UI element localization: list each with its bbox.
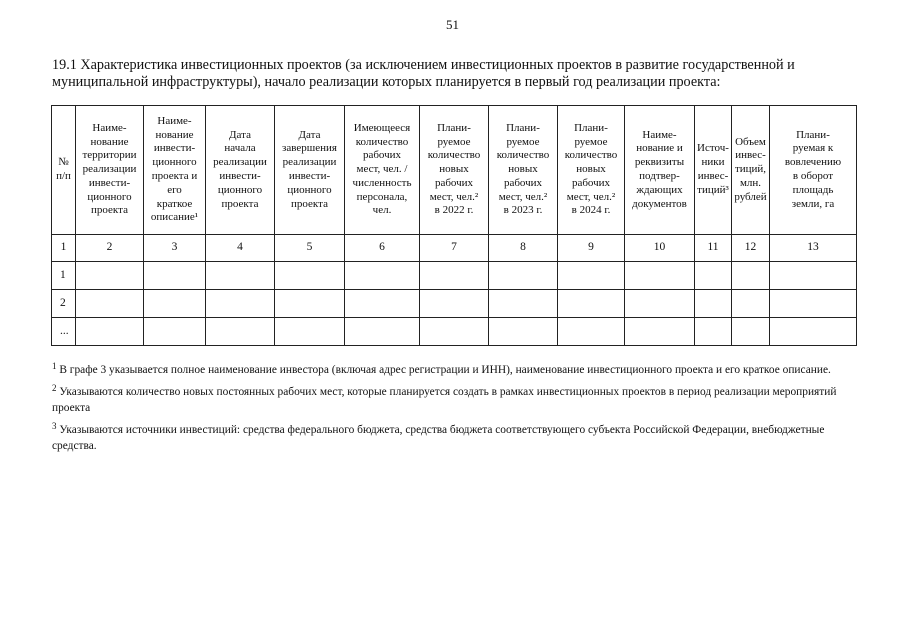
table-cell [275, 262, 345, 290]
table-cell [144, 318, 206, 346]
column-header [52, 106, 76, 235]
column-number: 1 [52, 235, 76, 262]
column-header [275, 106, 345, 235]
footnote-text: Указываются источники инвестиций: средства федерального бюджета, средства бюджета соответствующего субъекта Российской Федерации, внебюджетные средства. [52, 424, 825, 452]
column-header [144, 106, 206, 235]
page-number: 51 [446, 17, 459, 32]
section-title: 19.1 Характеристика инвестиционных проектов (за исключением инвестиционных проектов в развитие государственной и муниципальной инфраструктуры), начало реализации которых планируется в первый год реализации проекта: [52, 57, 795, 90]
footnote-text: Указываются количество новых постоянных рабочих мест, которые планируется создать в рамках инвестиционных проектов в период реализации мероприятий проекта [52, 386, 837, 414]
table-cell [420, 290, 489, 318]
column-number: 11 [695, 235, 732, 262]
column-header-label: Объем инвес- тиций, млн. рублей [734, 135, 767, 203]
table-cell [420, 318, 489, 346]
table-cell [732, 262, 770, 290]
table-cell [695, 290, 732, 318]
column-header [732, 106, 770, 235]
table-cell [420, 262, 489, 290]
table-header-row [52, 106, 857, 235]
column-number: 9 [558, 235, 625, 262]
table-cell [558, 318, 625, 346]
table-cell [76, 318, 144, 346]
table-cell [345, 290, 420, 318]
column-header [489, 106, 558, 235]
column-header [558, 106, 625, 235]
column-header [770, 106, 857, 235]
table-cell [770, 318, 857, 346]
footnote [52, 418, 852, 454]
table-cell [206, 262, 275, 290]
table-cell [625, 318, 695, 346]
column-header [695, 106, 732, 235]
column-number: 7 [420, 235, 489, 262]
column-number-row [52, 235, 857, 262]
table-cell [489, 290, 558, 318]
table-cell [625, 290, 695, 318]
table-cell [275, 290, 345, 318]
table-cell [489, 262, 558, 290]
footnote-text: В графе 3 указывается полное наименование инвестора (включая адрес регистрации и ИНН), наименование инвестиционного проекта и его краткое описание. [59, 364, 831, 376]
table-cell [770, 290, 857, 318]
column-header-label: Источ- ники инвес- тиций³ [697, 142, 729, 196]
column-header-label: Плани- руемое количество новых рабочих мест, чел.² в 2022 г. [427, 121, 481, 217]
column-number: 12 [732, 235, 770, 262]
table-cell [625, 262, 695, 290]
column-header-label: Имеющееся количество рабочих мест, чел. / численность персонала, чел. [352, 121, 412, 217]
table-cell [558, 290, 625, 318]
table-row [52, 262, 857, 290]
table-cell [144, 290, 206, 318]
column-number: 5 [275, 235, 345, 262]
column-header-label: Дата завершения реализации инвести- ционного проекта [282, 128, 337, 210]
table-cell [695, 262, 732, 290]
row-number-cell: ... [52, 318, 76, 346]
table-cell [76, 262, 144, 290]
row-number-cell: 2 [52, 290, 76, 318]
column-number: 8 [489, 235, 558, 262]
column-header [420, 106, 489, 235]
footnote [52, 358, 852, 378]
footnote-mark: 2 [52, 383, 57, 393]
column-header-label: Наиме- нование инвести- ционного проекта и его краткое описание¹ [150, 114, 199, 224]
footnote-mark: 1 [52, 361, 57, 371]
column-header [206, 106, 275, 235]
table-row [52, 318, 857, 346]
column-number: 4 [206, 235, 275, 262]
column-header-label: Плани- руемая к вовлечению в оборот площадь земли, га [784, 128, 842, 210]
footnotes [52, 358, 852, 456]
table-cell [558, 262, 625, 290]
column-number: 13 [770, 235, 857, 262]
table-cell [770, 262, 857, 290]
footnote-mark: 3 [52, 421, 57, 431]
table-row [52, 290, 857, 318]
table-cell [489, 318, 558, 346]
table-cell [206, 318, 275, 346]
column-number: 10 [625, 235, 695, 262]
table-cell [732, 318, 770, 346]
table-cell [206, 290, 275, 318]
column-header [76, 106, 144, 235]
row-number-cell: 1 [52, 262, 76, 290]
column-number: 3 [144, 235, 206, 262]
table-cell [695, 318, 732, 346]
column-header-label: Плани- руемое количество новых рабочих мест, чел.² в 2023 г. [496, 121, 550, 217]
column-header-label: Дата начала реализации инвести- ционного проекта [213, 128, 267, 210]
table-cell [76, 290, 144, 318]
footnote [52, 380, 852, 416]
column-number: 2 [76, 235, 144, 262]
table-cell [275, 318, 345, 346]
table-cell [345, 262, 420, 290]
column-header-label: № п/п [56, 156, 71, 182]
table-cell [144, 262, 206, 290]
investment-projects-table [51, 105, 857, 346]
column-header [345, 106, 420, 235]
column-header-label: Наиме- нование территории реализации инвести- ционного проекта [82, 121, 137, 217]
column-number: 6 [345, 235, 420, 262]
table-cell [732, 290, 770, 318]
column-header-label: Наиме- нование и реквизиты подтвер- ждающих документов [632, 128, 687, 210]
column-header [625, 106, 695, 235]
table-cell [345, 318, 420, 346]
column-header-label: Плани- руемое количество новых рабочих мест, чел.² в 2024 г. [564, 121, 618, 217]
